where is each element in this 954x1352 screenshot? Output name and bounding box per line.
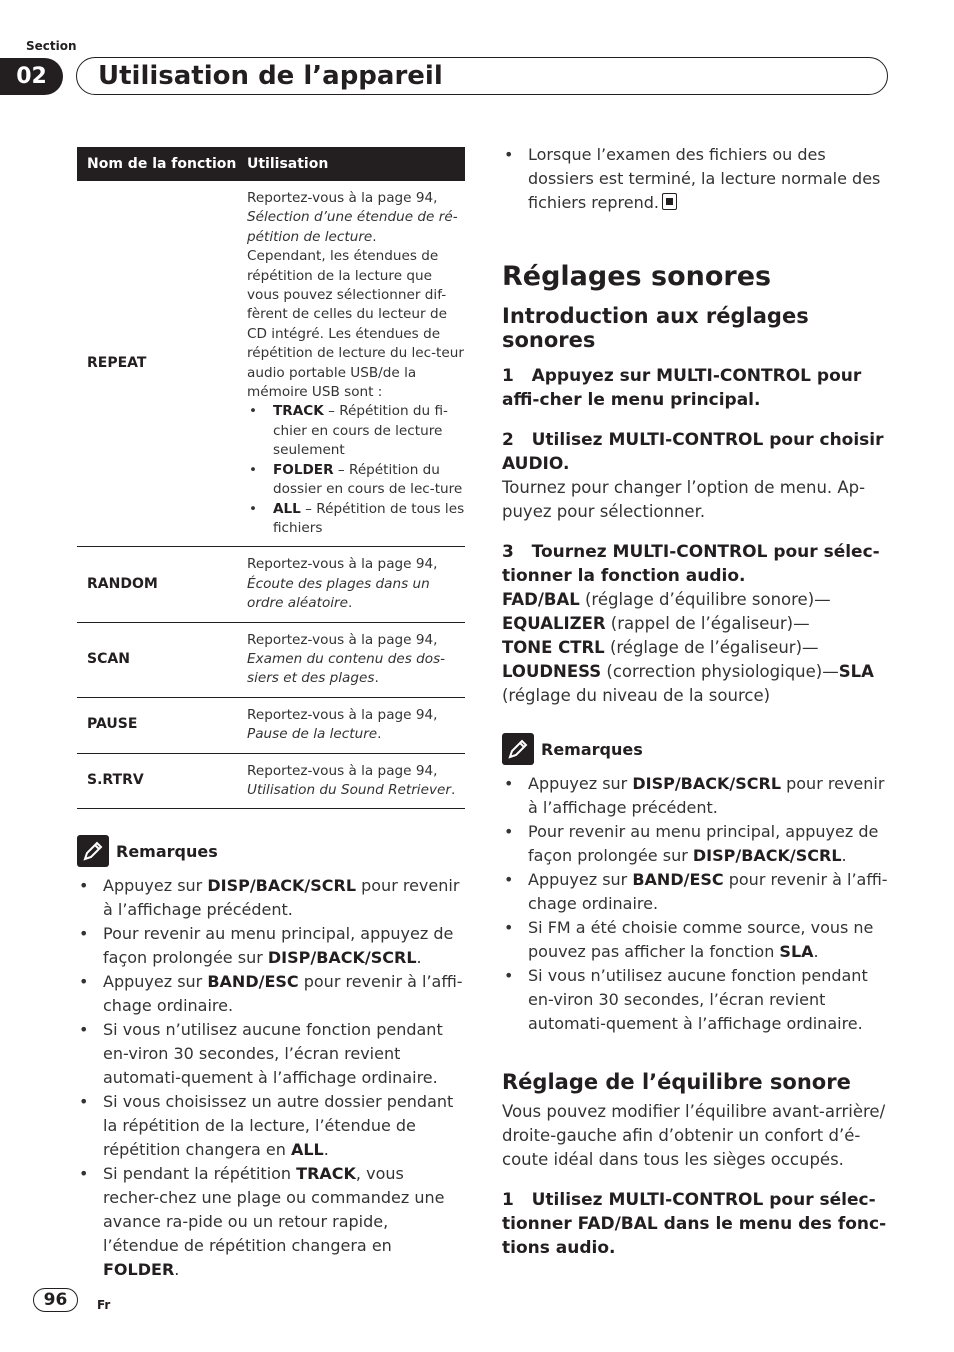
table-row (77, 547, 465, 622)
language-label: Fr (97, 1298, 111, 1312)
function-name: SCAN (77, 622, 237, 697)
list-item: • Si vous n’utilisez aucune fonction pendant en-viron 30 secondes, l’écran revient automati-quement à l’affichage ordinaire. (77, 1018, 465, 1090)
heading-balance: Réglage de l’équilibre sonore (502, 1070, 851, 1094)
pencil-note-icon (502, 733, 534, 765)
audio-function-list: FAD/BAL (réglage d’équilibre sonore)— EQUALIZER (rappel de l’égaliseur)— TONE CTRL (réglage de l’égaliseur)— LOUDNESS (correction physiologique)—SLA (réglage du niveau de la source) (502, 590, 874, 705)
notes-heading (77, 834, 465, 868)
usage-text: Cependant, les étendues de répétition de la lecture que vous pouvez sélectionner dif-fèrent de celles du lecteur de CD intégré. Les étendues de répétition de lecture du lec-teur audio portable USB/de la mémoire USB sont : (247, 248, 464, 401)
step-3: 3 Tournez MULTI-CONTROL pour sélec-tionner la fonction audio. (502, 542, 880, 586)
list-item: • Si vous n’utilisez aucune fonction pendant en-viron 30 secondes, l’écran revient automati-quement à l’affichage ordinaire. (502, 964, 892, 1036)
step-2: 2 Utilisez MULTI-CONTROL pour choisir AUDIO. (502, 430, 884, 474)
list-item: • Si vous choisissez un autre dossier pendant la répétition de la lecture, l’étendue de répétition changera en ALL. (77, 1090, 465, 1162)
function-usage: Reportez-vous à la page 94, Utilisation du Sound Retriever. (237, 753, 465, 809)
list-item: • TRACK – Répétition du fi-chier en cours de lecture seulement (247, 402, 465, 460)
function-usage: Reportez-vous à la page 94, Écoute des plages dans un ordre aléatoire. (237, 547, 465, 622)
list-item: • ALL – Répétition de tous les fichiers (247, 500, 465, 539)
function-usage: Reportez-vous à la page 94, Pause de la lecture. (237, 697, 465, 753)
function-name: PAUSE (77, 697, 237, 753)
stop-end-icon (662, 193, 677, 210)
col-header-function: Nom de la fonction (77, 147, 237, 181)
list-item: • Pour revenir au menu principal, appuyez de façon prolongée sur DISP/BACK/SCRL. (77, 922, 465, 970)
list-item: • Pour revenir au menu principal, appuyez de façon prolongée sur DISP/BACK/SCRL. (502, 820, 892, 868)
list-item: • Lorsque l’examen des fichiers ou des dossiers est terminé, la lecture normale des fichiers reprend. (502, 143, 892, 215)
list-item: • Appuyez sur DISP/BACK/SCRL pour revenir à l’affichage précédent. (502, 772, 892, 820)
notes-title: Remarques (116, 841, 218, 861)
table-row (77, 181, 465, 547)
function-usage: Reportez-vous à la page 94, Examen du contenu des dos-siers et des plages. (237, 622, 465, 697)
list-item: • Si FM a été choisie comme source, vous ne pouvez pas afficher la fonction SLA. (502, 916, 892, 964)
step-1: 1 Appuyez sur MULTI-CONTROL pour affi-cher le menu principal. (502, 366, 862, 410)
balance-body: Vous pouvez modifier l’équilibre avant-arrière/ droite-gauche afin d’obtenir un confort d’é-coute idéal dans tous les sièges occupés. (502, 1102, 886, 1169)
table-row (77, 697, 465, 753)
right-column (502, 143, 892, 1260)
page-number: 96 (33, 1288, 78, 1312)
function-name: S.RTRV (77, 753, 237, 809)
function-name: RANDOM (77, 547, 237, 622)
heading-intro: Introduction aux réglages sonores (502, 304, 809, 352)
heading-sound-settings: Réglages sonores (502, 261, 772, 292)
page-title: Utilisation de l’appareil (98, 61, 443, 91)
list-item: • Si pendant la répétition TRACK, vous recher-chez une plage ou commandez une avance ra-pide ou un retour rapide, l’étendue de répétition changera en FOLDER. (77, 1162, 465, 1282)
notes-title: Remarques (541, 739, 643, 759)
notes-heading (502, 732, 892, 766)
repeat-options (247, 402, 465, 538)
function-name: REPEAT (77, 181, 237, 547)
function-usage: Reportez-vous à la page 94, Sélection d’une étendue de ré-pétition de lecture. Cependant, les étendues de répétition de la lecture que vous pouvez sélectionner dif-fèrent de celles du lecteur de CD intégré. Les étendues de répétition de lecture du lec-teur audio portable USB/de la mémoire USB sont : • TRACK – Répétition du fi-chier en cours de lecture seulement • FOLDER – Répétition du dossier en cours de lec-ture • ALL – Répétition de tous les fichiers (237, 181, 465, 547)
balance-step-1: 1 Utilisez MULTI-CONTROL pour sélec-tionner FAD/BAL dans le menu des fonc-tions audio. (502, 1190, 887, 1258)
step-2-body: Tournez pour changer l’option de menu. Ap-puyez pour sélectionner. (502, 478, 866, 521)
ref-text: Reportez-vous à la page 94, (247, 190, 438, 206)
function-table (77, 147, 465, 809)
ref-italic: Sélection d’une étendue de ré-pétition de lecture (247, 209, 458, 245)
table-header (77, 147, 465, 181)
table-row (77, 753, 465, 809)
section-label: Section (26, 39, 77, 53)
list-item: • Appuyez sur BAND/ESC pour revenir à l’affi-chage ordinaire. (77, 970, 465, 1018)
section-number: 02 (0, 58, 63, 95)
pencil-note-icon (77, 835, 109, 867)
notes-left (77, 834, 465, 1282)
table-row (77, 622, 465, 697)
notes-list (77, 874, 465, 1282)
list-item: • FOLDER – Répétition du dossier en cours de lec-ture (247, 461, 465, 500)
list-item: • Appuyez sur DISP/BACK/SCRL pour revenir à l’affichage précédent. (77, 874, 465, 922)
function-table-container (77, 147, 465, 809)
list-item: • Appuyez sur BAND/ESC pour revenir à l’affi-chage ordinaire. (502, 868, 892, 916)
col-header-usage: Utilisation (237, 147, 465, 181)
top-bullet-list (502, 143, 892, 215)
notes-list (502, 772, 892, 1036)
